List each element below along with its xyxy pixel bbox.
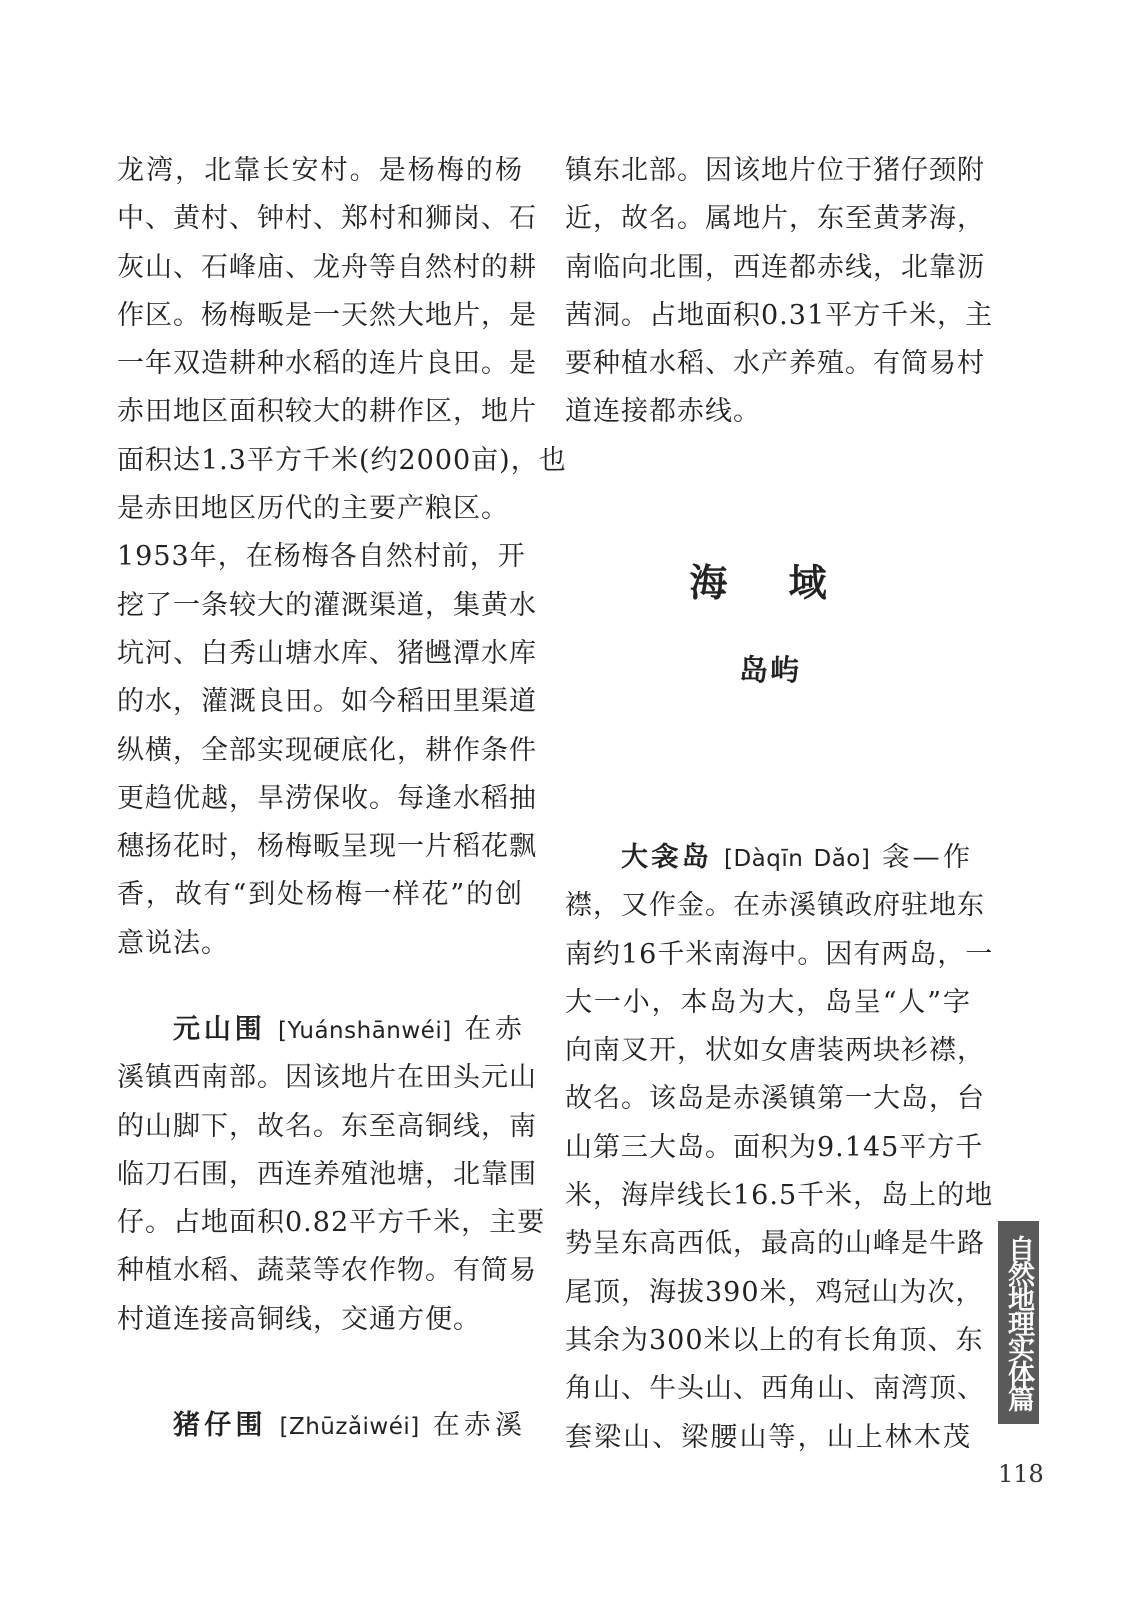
text-line: 势呈东高西低，最高的山峰是牛路 <box>565 1228 985 1260</box>
text-fragment: 衾—作 <box>882 842 971 873</box>
text-fragment: 在赤 <box>464 1014 523 1045</box>
text-line: 是赤田地区历代的主要产粮区。 <box>117 493 509 525</box>
text-line: 纵横，全部实现硬底化，耕作条件 <box>117 734 537 766</box>
text-line: 茜洞。占地面积0.31平方千米，主 <box>565 299 994 331</box>
text-line: 套梁山、梁腰山等，山上林木茂 <box>565 1421 971 1453</box>
text-line: 其余为300米以上的有长角顶、东 <box>565 1324 984 1356</box>
text-line: 赤田地区面积较大的耕作区，地片 <box>117 396 537 428</box>
entry-name: 元山围 <box>173 1014 266 1045</box>
entry-heading-line <box>117 1402 523 1450</box>
entry-pinyin: [Zhūzǎiwéi] <box>279 1414 420 1440</box>
text-line: 种植水稻、蔬菜等农作物。有简易 <box>117 1255 537 1287</box>
text-line: 溪镇西南部。因该地片在田头元山 <box>117 1062 537 1094</box>
section-title: 海 域 <box>689 560 851 605</box>
subsection-title: 岛屿 <box>738 653 801 687</box>
text-line: 1953年，在杨梅各自然村前，开 <box>117 541 526 573</box>
text-line: 灰山、石峰庙、龙舟等自然村的耕 <box>117 251 537 283</box>
text-line: 面积达1.3平方千米(约2000亩)，也 <box>117 444 567 476</box>
text-line: 尾顶，海拔390米，鸡冠山为次， <box>565 1276 984 1308</box>
text-line: 山第三大岛。面积为9.145平方千 <box>565 1131 984 1163</box>
text-line: 南临向北围，西连都赤线，北靠沥 <box>565 251 985 283</box>
text-line: 故名。该岛是赤溪镇第一大岛，台 <box>565 1083 985 1115</box>
entry-name: 猪仔围 <box>173 1410 267 1441</box>
text-fragment: 在赤溪 <box>432 1410 524 1441</box>
text-line: 临刀石围，西连养殖池塘，北靠围 <box>117 1158 537 1190</box>
text-line: 中、黄村、钟村、郑村和狮岗、石 <box>117 203 537 235</box>
text-line: 一年双造耕种水稻的连片良田。是 <box>117 348 537 380</box>
entry-yuanshanwei <box>117 1006 546 1344</box>
text-line: 穗扬花时，杨梅畈呈现一片稻花飘 <box>117 831 537 863</box>
text-line: 道连接都赤线。 <box>565 396 761 428</box>
text-line: 大一小，本岛为大，岛呈“人”字 <box>565 986 971 1018</box>
text-line: 南约16千米南海中。因有两岛，一 <box>565 938 994 970</box>
text-line: 襟，又作金。在赤溪镇政府驻地东 <box>565 890 985 922</box>
text-line: 龙湾，北靠长安村。是杨梅的杨 <box>117 155 523 186</box>
zhuzaiwei-continued <box>565 147 994 437</box>
text-line: 向南叉开，状如女唐装两块衫襟， <box>565 1035 985 1067</box>
left-column <box>117 147 567 968</box>
entry-zhuzaiwei <box>117 1402 523 1450</box>
text-line: 意说法。 <box>117 927 229 959</box>
entry-daqindao <box>565 834 994 1462</box>
text-line: 坑河、白秀山塘水库、猪乸潭水库 <box>117 637 537 669</box>
text-line: 近，故名。属地片，东至黄茅海， <box>565 203 985 235</box>
text-line: 米，海岸线长16.5千米，岛上的地 <box>565 1180 994 1212</box>
page-number: 118 <box>998 1460 1044 1488</box>
entry-pinyin: [Dàqīn Dǎo] <box>724 846 871 872</box>
text-line: 的山脚下，故名。东至高铜线，南 <box>117 1110 537 1142</box>
text-line: 香，故有“到处杨梅一样花”的创 <box>117 879 523 911</box>
paragraph-yangmei <box>117 147 567 968</box>
text-line: 挖了一条较大的灌溉渠道，集黄水 <box>117 589 537 621</box>
text-line: 村道连接高铜线，交通方便。 <box>117 1303 481 1335</box>
chapter-side-tab: 自然地理实体篇 <box>998 1221 1039 1424</box>
entry-heading-line <box>565 834 971 882</box>
text-line: 的水，灌溉良田。如今稻田里渠道 <box>117 686 537 718</box>
text-line: 作区。杨梅畈是一天然大地片，是 <box>117 299 537 331</box>
text-line: 更趋优越，旱涝保收。每逢水稻抽 <box>117 782 537 814</box>
text-line: 仔。占地面积0.82平方千米，主要 <box>117 1207 546 1239</box>
entry-name: 大衾岛 <box>621 842 713 873</box>
entry-pinyin: [Yuánshānwéi] <box>278 1018 452 1044</box>
entry-heading-line <box>117 1006 523 1054</box>
text-line: 要种植水稻、水产养殖。有简易村 <box>565 348 985 380</box>
text-line: 镇东北部。因该地片位于猪仔颈附 <box>565 155 985 186</box>
text-line: 角山、牛头山、西角山、南湾顶、 <box>565 1373 985 1405</box>
